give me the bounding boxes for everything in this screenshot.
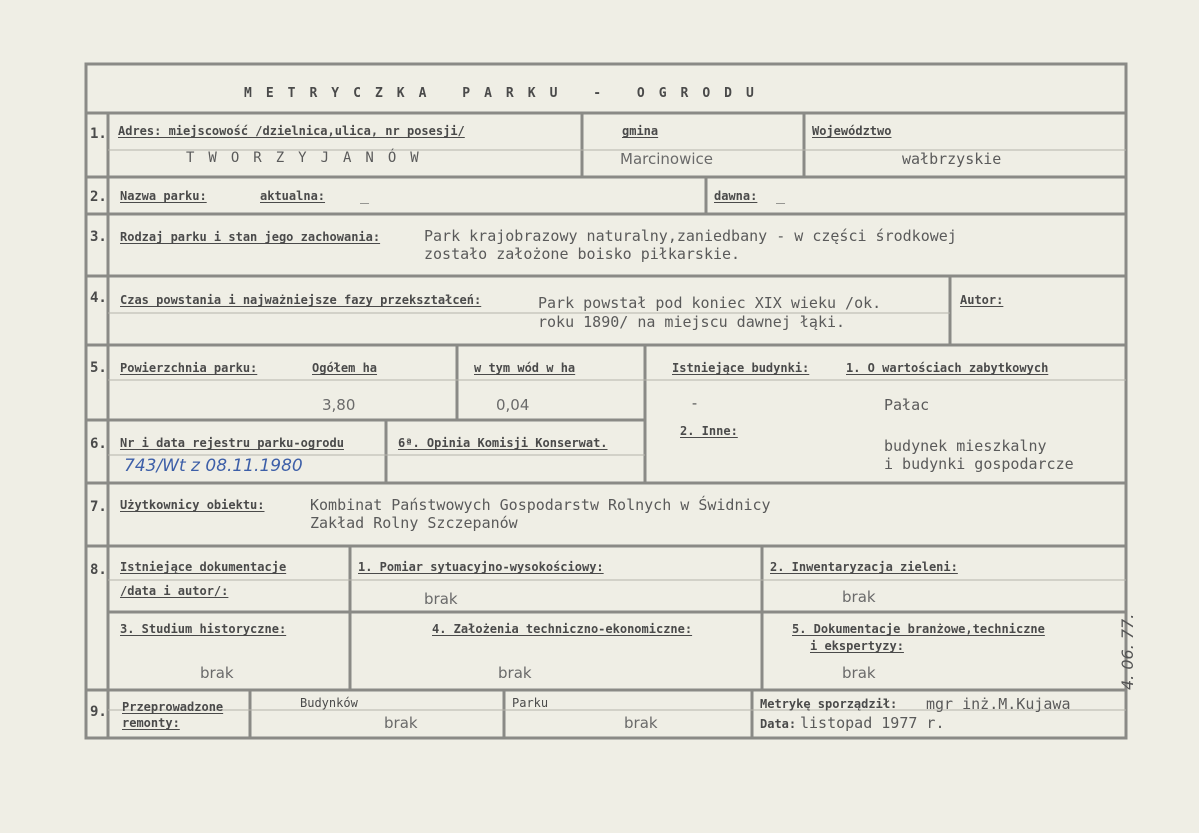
budynki-label: Istniejące budynki: <box>672 361 810 375</box>
dokumentacje-branzowe-value: brak <box>842 664 876 682</box>
studium-label: 3. Studium historyczne: <box>120 622 287 636</box>
sporzadzil-label: Metrykę sporządził: <box>760 697 898 711</box>
uzytkownicy-label: Użytkownicy obiektu: <box>120 498 265 512</box>
data-value: listopad 1977 r. <box>800 714 945 732</box>
wojewodztwo-value: wałbrzyskie <box>902 150 1002 168</box>
rejestr-label: Nr i data rejestru parku-ogrodu <box>120 436 344 450</box>
parku-value: brak <box>624 714 658 732</box>
zalozenia-label: 4. Założenia techniczno-ekonomiczne: <box>432 622 693 636</box>
row-number-1: 1. <box>90 126 107 142</box>
ogolem-value: 3,80 <box>322 396 356 414</box>
studium-value: brak <box>200 664 234 682</box>
czas-value-line2: roku 1890/ na miejscu dawnej łąki. <box>538 313 846 331</box>
form-title: METRYCZKA PARKU - OGRODU <box>244 86 768 101</box>
zabytkowe-label: 1. O wartościach zabytkowych <box>846 361 1049 375</box>
data-label: Data: <box>760 717 797 731</box>
opinia-label: 6ª. Opinia Komisji Konserwat. <box>398 436 608 450</box>
gmina-label: gmina <box>622 124 659 138</box>
dawna-label: dawna: <box>714 189 758 203</box>
remonty-label-2: remonty: <box>122 716 180 730</box>
aktualna-value: _ <box>360 186 370 204</box>
row-number-3: 3. <box>90 229 107 245</box>
address-value: TWORZYJANÓW <box>186 150 433 166</box>
rodzaj-label: Rodzaj parku i stan jego zachowania: <box>120 230 381 244</box>
parku-label: Parku <box>512 696 549 710</box>
czas-value-line1: Park powstał pod koniec XIX wieku /ok. <box>538 294 882 312</box>
budynkow-label: Budynków <box>300 696 358 710</box>
gmina-value: Marcinowice <box>620 150 713 168</box>
zabytkowe-value: Pałac <box>884 396 930 414</box>
remonty-label-1: Przeprowadzone <box>122 700 224 714</box>
inne-value-line2: i budynki gospodarcze <box>884 455 1074 473</box>
row-number-8: 8. <box>90 562 107 578</box>
dokumentacje-label-1: Istniejące dokumentacje <box>120 560 287 574</box>
row-number-4: 4. <box>90 290 107 306</box>
rodzaj-value-line1: Park krajobrazowy naturalny,zaniedbany - w części środkowej <box>424 227 957 245</box>
inwentaryzacja-label: 2. Inwentaryzacja zieleni: <box>770 560 958 574</box>
ogolem-label: Ogółem ha <box>312 361 378 375</box>
rejestr-value: 743/Wt z 08.11.1980 <box>124 456 303 476</box>
inne-label: 2. Inne: <box>680 424 738 438</box>
wod-value: 0,04 <box>496 396 530 414</box>
rodzaj-value-line2: zostało założone boisko piłkarskie. <box>424 245 741 263</box>
row-number-5: 5. <box>90 360 107 376</box>
margin-note: 4. 06. 77. <box>1118 613 1137 690</box>
dokumentacje-label-2: /data i autor/: <box>120 584 229 598</box>
sporzadzil-value: mgr inż.M.Kujawa <box>926 695 1071 713</box>
address-label: Adres: miejscowość /dzielnica,ulica, nr posesji/ <box>118 124 465 138</box>
uzytkownicy-value-line2: Zakład Rolny Szczepanów <box>310 514 518 532</box>
inwentaryzacja-value: brak <box>842 588 876 606</box>
wojewodztwo-label: Województwo <box>812 124 892 138</box>
row-number-6: 6. <box>90 436 107 452</box>
autor-label: Autor: <box>960 293 1004 307</box>
pomiar-value: brak <box>424 590 458 608</box>
zalozenia-value: brak <box>498 664 532 682</box>
budynkow-value: brak <box>384 714 418 732</box>
aktualna-label: aktualna: <box>260 189 326 203</box>
zabytkowe-dash: - <box>690 394 700 412</box>
dawna-value: _ <box>776 186 786 204</box>
dokumentacje-branzowe-label-2: i ekspertyzy: <box>810 639 904 653</box>
pomiar-label: 1. Pomiar sytuacyjno-wysokościowy: <box>358 560 604 574</box>
row-number-2: 2. <box>90 189 107 205</box>
nazwa-label: Nazwa parku: <box>120 189 207 203</box>
row-number-9: 9. <box>90 704 107 720</box>
uzytkownicy-value-line1: Kombinat Państwowych Gospodarstw Rolnych w Świdnicy <box>310 496 771 514</box>
wod-label: w tym wód w ha <box>474 361 576 375</box>
dokumentacje-branzowe-label-1: 5. Dokumentacje branżowe,techniczne <box>792 622 1045 636</box>
powierzchnia-label: Powierzchnia parku: <box>120 361 258 375</box>
row-number-7: 7. <box>90 499 107 515</box>
czas-label: Czas powstania i najważniejsze fazy przekształceń: <box>120 293 482 307</box>
inne-value-line1: budynek mieszkalny <box>884 437 1047 455</box>
